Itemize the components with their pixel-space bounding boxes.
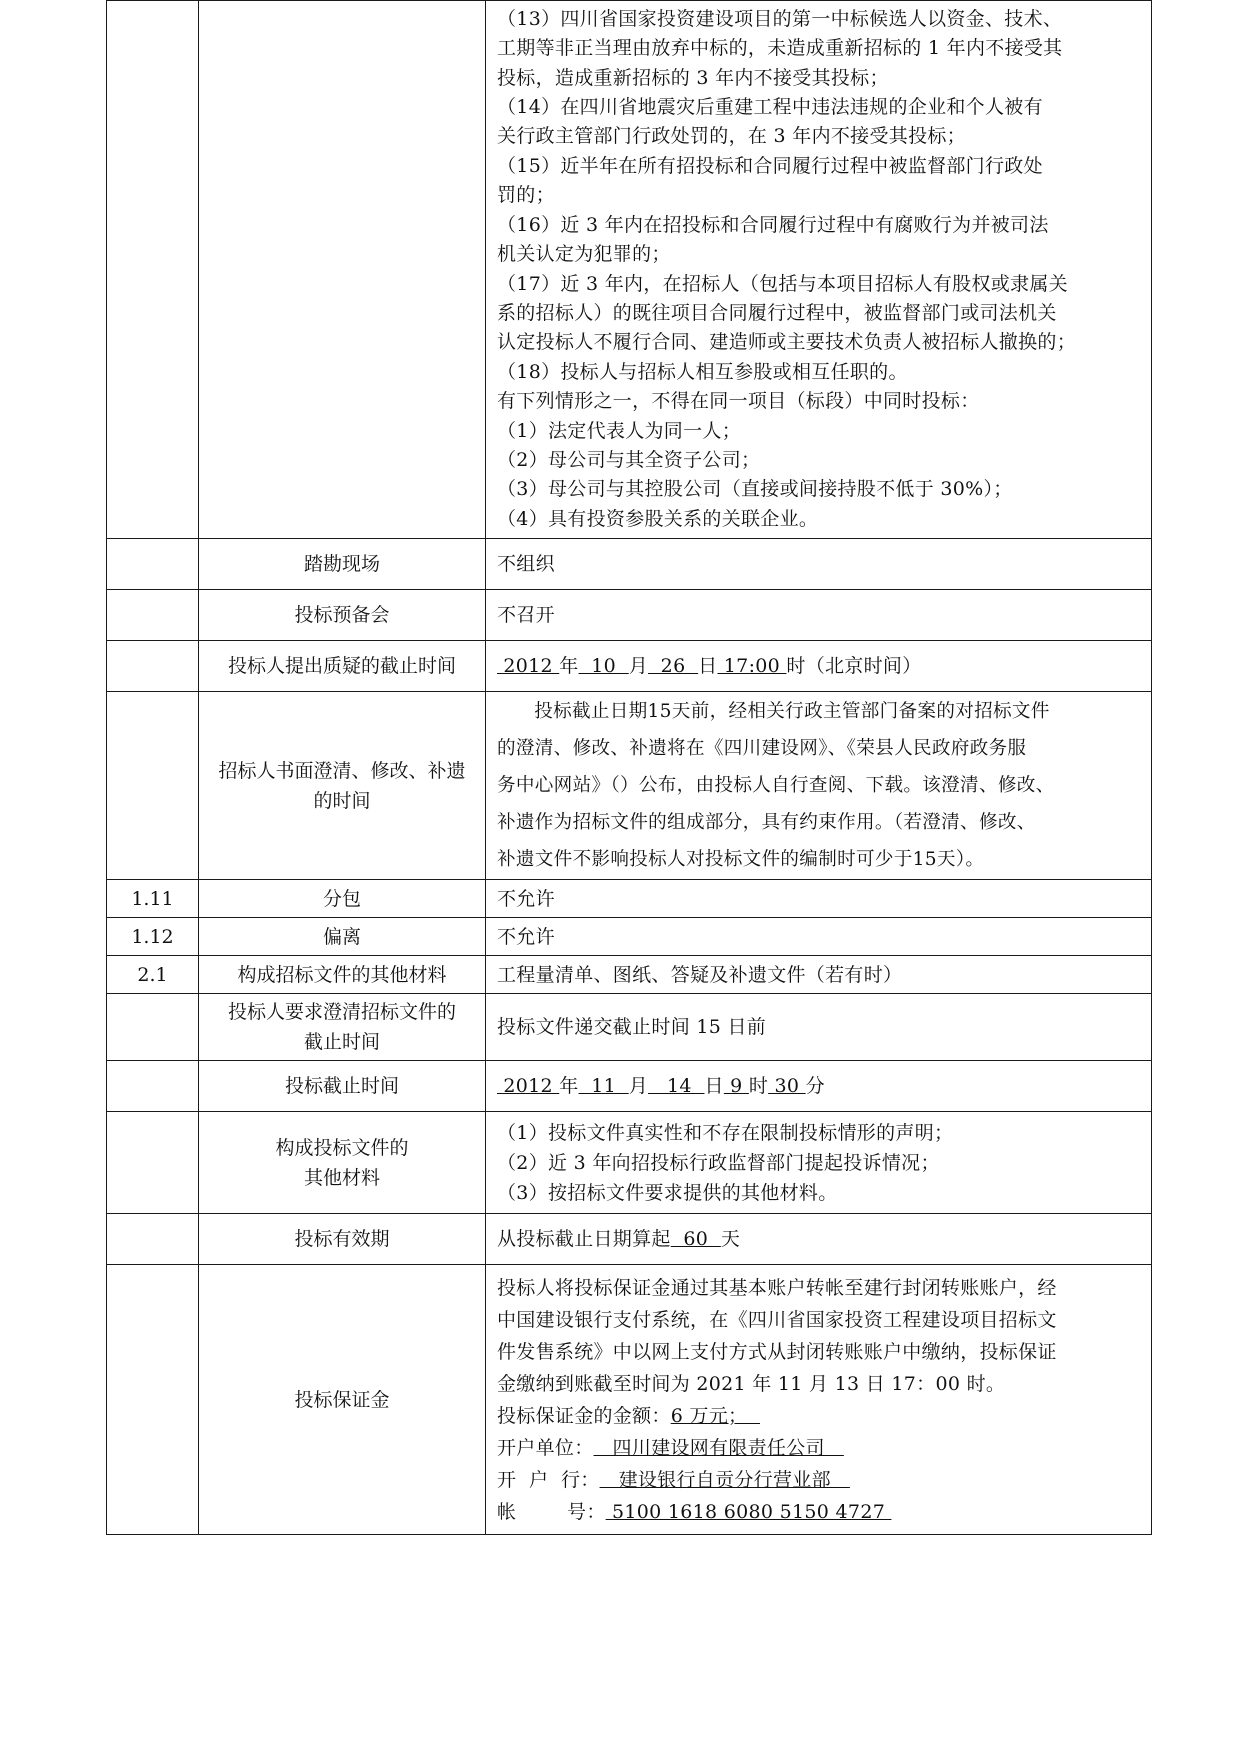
day-field: 26: [648, 655, 699, 677]
bond-bank-label: 开 户 行：: [497, 1468, 600, 1491]
cell-name: [199, 994, 486, 1061]
text-line: （1）法定代表人为同一人；: [497, 419, 741, 442]
text-line: 投标人将投标保证金通过其基本账户转帐至建行封闭转账账户，经: [497, 1276, 1057, 1299]
validity-days: 60: [670, 1228, 721, 1250]
text-line: 的澄清、修改、补遗将在《四川建设网》、《荣县人民政府政务服: [497, 738, 1027, 759]
validity-prefix: 从投标截止日期算起: [497, 1228, 671, 1250]
table-row-bid-deadline: [107, 1061, 1152, 1112]
cell-num: 1.12: [107, 918, 199, 956]
bond-amount: 6 万元；: [670, 1404, 761, 1427]
bond-bank: 建设银行自贡分行营业部: [599, 1468, 850, 1491]
hour-field: 9: [723, 1075, 749, 1097]
table-row-other-docs: [107, 956, 1152, 994]
cell-num: [107, 994, 199, 1061]
cell-name: 投标预备会: [199, 590, 486, 641]
bid-other-value: [486, 1112, 1152, 1214]
time-field: 17:00: [717, 655, 787, 677]
bond-account-line: [497, 1496, 1140, 1528]
table-row-clarify-request: [107, 994, 1152, 1061]
month-unit: 月: [628, 655, 648, 677]
text-line: （2）母公司与其全资子公司；: [497, 448, 761, 471]
cell-name: 投标人提出质疑的截止时间: [199, 641, 486, 692]
text-line: （2）近 3 年向招投标行政监督部门提起投诉情况；: [497, 1151, 940, 1174]
cell-num: [107, 692, 199, 880]
name-line: 投标人要求澄清招标文件的: [227, 1001, 456, 1023]
cell-num: [107, 641, 199, 692]
day-unit: 日: [698, 655, 718, 677]
cell-name: 构成招标文件的其他材料: [199, 956, 486, 994]
bond-amount-line: [497, 1400, 1140, 1432]
bond-value: [486, 1265, 1152, 1535]
table-row-site-visit: [107, 539, 1152, 590]
table-row-bid-other: [107, 1112, 1152, 1214]
cell-name: [199, 1, 486, 539]
cell-num: 2.1: [107, 956, 199, 994]
text-line: （16）近 3 年内在招投标和合同履行过程中有腐败行为并被司法: [497, 213, 1049, 236]
text-line: 工期等非正当理由放弃中标的，未造成重新招标的 1 年内不接受其: [497, 37, 1063, 60]
table-row-clarify-time: [107, 692, 1152, 880]
cell-num: [107, 539, 199, 590]
table-row-disqualify: [107, 1, 1152, 539]
text-line: （1）投标文件真实性和不存在限制投标情形的声明；: [497, 1121, 954, 1144]
cell-num: [107, 1061, 199, 1112]
cell-name: 招标人书面澄清、修改、补遗的时间: [199, 692, 486, 880]
text-line: 件发售系统》中以网上支付方式从封闭转账账户中缴纳，投标保证: [497, 1340, 1057, 1363]
text-line: 补遗作为招标文件的组成部分，具有约束作用。（若澄清、修改、: [497, 812, 1036, 833]
year-unit: 年: [559, 1075, 579, 1097]
validity-value: [486, 1214, 1152, 1265]
name-line: 截止时间: [303, 1031, 380, 1053]
text-line: 中国建设银行支付系统，在《四川省国家投资工程建设项目招标文: [497, 1308, 1057, 1331]
text-line: 有下列情形之一，不得在同一项目（标段）中同时投标：: [497, 390, 980, 413]
year-field: 2012: [497, 655, 560, 677]
text-line: （14）在四川省地震灾后重建工程中违法违规的企业和个人被有: [497, 96, 1043, 119]
name-line: 构成投标文件的: [275, 1136, 409, 1159]
minute-field: 30: [768, 1075, 806, 1097]
cell-value: 不允许: [486, 880, 1152, 918]
cell-value: 不召开: [486, 590, 1152, 641]
table-row-bond: [107, 1265, 1152, 1535]
cell-name: 投标有效期: [199, 1214, 486, 1265]
bond-amount-label: 投标保证金的金额：: [497, 1404, 671, 1427]
text-line: （3）按招标文件要求提供的其他材料。: [497, 1181, 838, 1204]
cell-name: 投标截止时间: [199, 1061, 486, 1112]
cell-num: [107, 1214, 199, 1265]
text-line: 机关认定为犯罪的；: [497, 243, 671, 266]
name-line: 其他材料: [303, 1166, 380, 1189]
cell-num: [107, 1265, 199, 1535]
table-row-subcontract: [107, 880, 1152, 918]
tender-data-table: [106, 0, 1152, 1535]
year-field: 2012: [497, 1075, 560, 1097]
cell-name: 分包: [199, 880, 486, 918]
text-line: （17）近 3 年内，在招标人（包括与本项目招标人有股权或隶属关: [497, 272, 1068, 295]
text-line: 投标截止日期15天前，经相关行政主管部门备案的对招标文件: [534, 701, 1050, 722]
bond-account-label: 帐 号：: [497, 1500, 606, 1523]
bond-unit-line: [497, 1432, 1140, 1464]
table-row-deviation: [107, 918, 1152, 956]
text-line: 补遗文件不影响投标人对投标文件的编制时可少于15天）。: [497, 849, 985, 870]
month-unit: 月: [628, 1075, 648, 1097]
day-field: 14: [648, 1075, 705, 1097]
cell-value: 工程量清单、图纸、答疑及补遗文件（若有时）: [486, 956, 1152, 994]
text-line: 金缴纳到账截至时间为 2021 年 11 月 13 日 17：00 时。: [497, 1372, 1006, 1395]
clarify-time-value: [486, 692, 1152, 880]
table-row-query-deadline: [107, 641, 1152, 692]
bond-unit-label: 开户单位：: [497, 1436, 594, 1459]
disqualify-conditions: [486, 1, 1152, 539]
text-line: 务中心网站》（）公布，由投标人自行查阅、下载。该澄清、修改、: [497, 775, 1055, 796]
text-line: 认定投标人不履行合同、建造师或主要技术负责人被招标人撤换的；: [497, 331, 1077, 354]
hour-unit: 时: [748, 1075, 769, 1097]
cell-name: [199, 1112, 486, 1214]
bond-unit: 四川建设网有限责任公司: [593, 1436, 844, 1459]
cell-value: 不组织: [486, 539, 1152, 590]
time-unit: 时（北京时间）: [786, 655, 922, 677]
text-line: 罚的；: [497, 184, 555, 207]
cell-value: 投标文件递交截止时间 15 日前: [486, 994, 1152, 1061]
table-row-validity: [107, 1214, 1152, 1265]
bond-account: 5100 1618 6080 5150 4727: [605, 1500, 892, 1523]
minute-unit: 分: [805, 1075, 825, 1097]
text-line: （3）母公司与其控股公司（直接或间接持股不低于 30%）；: [497, 478, 1013, 501]
text-line: 关行政主管部门行政处罚的，在 3 年内不接受其投标；: [497, 125, 966, 148]
validity-suffix: 天: [720, 1228, 741, 1250]
text-line: （15）近半年在所有招投标和合同履行过程中被监督部门行政处: [497, 154, 1043, 177]
text-line: （18）投标人与招标人相互参股或相互任职的。: [497, 360, 908, 383]
text-line: （13）四川省国家投资建设项目的第一中标候选人以资金、技术、: [497, 7, 1063, 30]
cell-num: [107, 1112, 199, 1214]
text-line: （4）具有投资参股关系的关联企业。: [497, 507, 819, 530]
table-row-pre-bid: [107, 590, 1152, 641]
month-field: 10: [578, 655, 629, 677]
query-deadline-value: [486, 641, 1152, 692]
cell-num: 1.11: [107, 880, 199, 918]
cell-num: [107, 1, 199, 539]
bond-bank-line: [497, 1464, 1140, 1496]
cell-value: 不允许: [486, 918, 1152, 956]
year-unit: 年: [559, 655, 579, 677]
cell-name: 投标保证金: [199, 1265, 486, 1535]
cell-num: [107, 590, 199, 641]
text-line: 系的招标人）的既往项目合同履行过程中，被监督部门或司法机关: [497, 301, 1057, 324]
cell-name: 偏离: [199, 918, 486, 956]
day-unit: 日: [704, 1075, 724, 1097]
cell-name: 踏勘现场: [199, 539, 486, 590]
month-field: 11: [578, 1075, 629, 1097]
text-line: 投标，造成重新招标的 3 年内不接受其投标；: [497, 66, 889, 89]
bid-deadline-value: [486, 1061, 1152, 1112]
